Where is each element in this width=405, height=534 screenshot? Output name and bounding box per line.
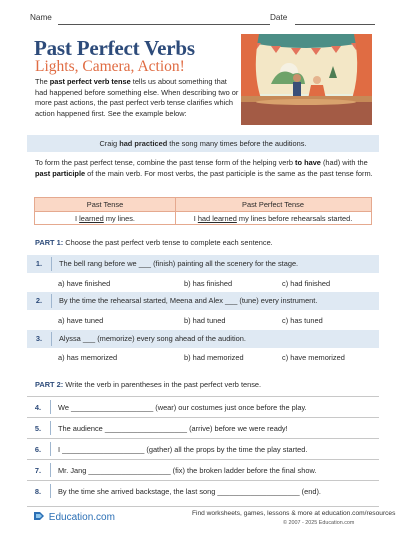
table-cell-past: I learned my lines. (35, 211, 175, 225)
question-1: 1. The bell rang before we ___ (finish) painting all the scenery for the stage. (27, 255, 379, 273)
item-7-number: 7. (34, 466, 42, 475)
question-2: 2. By the time the rehearsal started, Meena and Alex ___ (tune) every instrument. (27, 292, 379, 310)
table-cell-past-perfect: I had learned my lines before rehearsals started. (175, 211, 371, 225)
item-5-text[interactable]: The audience ____________________ (arrive) before we were ready! (58, 424, 288, 433)
item-4-text[interactable]: We ____________________ (wear) our costumes just once before the play. (58, 403, 307, 412)
option-2c[interactable]: c) has tuned (282, 316, 323, 325)
stage-illustration (241, 34, 372, 125)
divider (27, 480, 379, 481)
divider (27, 396, 379, 397)
option-1c[interactable]: c) had finished (282, 279, 331, 288)
part1-instruction: PART 1: Choose the past perfect verb tense to complete each sentence. (35, 238, 273, 247)
footer-resources-text: Find worksheets, games, lessons & more at education.com/resources (192, 510, 396, 517)
date-line[interactable] (295, 24, 375, 25)
divider (27, 417, 379, 418)
question-3: 3. Alyssa ___ (memorize) every song ahead of the audition. (27, 330, 379, 348)
option-3b[interactable]: b) had memorized (184, 353, 244, 362)
divider (27, 459, 379, 460)
page-subtitle: Lights, Camera, Action! (35, 58, 185, 75)
intro-paragraph: The past perfect verb tense tells us about something that had happened before something else. When describing two or more past actions, the past perfect verb tense clarifies which action happened first. See the example below: (35, 77, 239, 118)
date-label: Date (270, 13, 288, 22)
item-7-text[interactable]: Mr. Jang ____________________ (fix) the broken ladder before the final show. (58, 466, 317, 475)
footer-copyright: © 2007 - 2025 Education.com (283, 520, 355, 526)
table-header-past-perfect: Past Perfect Tense (175, 198, 371, 211)
example-sentence: Craig had practiced the song many times before the auditions. (27, 135, 379, 152)
option-1b[interactable]: b) has finished (184, 279, 233, 288)
item-5-number: 5. (34, 424, 42, 433)
name-label: Name (30, 13, 52, 22)
option-3a[interactable]: a) has memorized (58, 353, 118, 362)
name-date-header (30, 13, 375, 27)
table-header-past: Past Tense (35, 198, 175, 211)
option-2b[interactable]: b) had tuned (184, 316, 226, 325)
item-8-text[interactable]: By the time she arrived backstage, the last song ____________________ (end). (58, 487, 321, 496)
education-logo[interactable]: Education.com (32, 510, 115, 524)
option-3c[interactable]: c) have memorized (282, 353, 345, 362)
divider (27, 438, 379, 439)
option-1a[interactable]: a) have finished (58, 279, 111, 288)
item-8-number: 8. (34, 487, 42, 496)
option-2a[interactable]: a) have tuned (58, 316, 104, 325)
item-6-number: 6. (34, 445, 42, 454)
item-6-text[interactable]: I ____________________ (gather) all the props by the time the play started. (58, 445, 308, 454)
tense-table (34, 197, 372, 225)
page-title: Past Perfect Verbs (34, 36, 195, 60)
logo-icon (32, 510, 46, 522)
name-line[interactable] (58, 24, 270, 25)
part2-instruction: PART 2: Write the verb in parentheses in the past perfect verb tense. (35, 380, 262, 389)
item-4-number: 4. (34, 403, 42, 412)
formation-paragraph: To form the past perfect tense, combine the past tense form of the helping verb to have (had) with the past participle of the main verb. For most verbs, the past participle is the same as the past tense form. (35, 158, 373, 178)
